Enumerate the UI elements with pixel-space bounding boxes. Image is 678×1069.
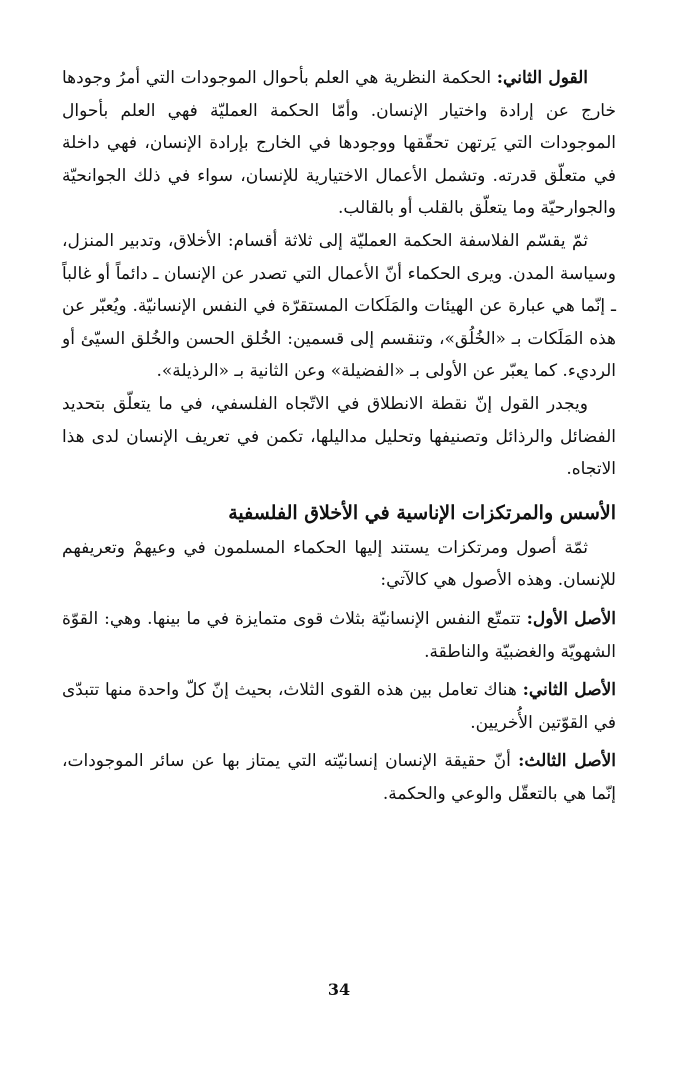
paragraph — [62, 388, 616, 486]
paragraph-text: ثمّة أصول ومرتكزات يستند إليها الحكماء المسلمون في وعيهمْ وتعريفهم للإنسان. وهذه الأصول هي كالآتي: — [62, 537, 616, 591]
page-number: 34 — [327, 980, 351, 999]
principle-paragraph — [62, 603, 616, 668]
paragraph-text: ويجدر القول إنّ نقطة الانطلاق في الاتّجاه الفلسفي، في ما يتعلّق بتحديد الفضائل والرذائل وتصنيفها وتحليل مداليلها، تكمن في تعريف الإنسان لدى هذا الاتجاه. — [62, 393, 616, 480]
page-body — [62, 62, 616, 810]
section-heading: الأسس والمرتكزات الإناسية في الأخلاق الفلسفية — [228, 501, 616, 524]
principle-paragraph — [62, 674, 616, 739]
principle-term: الأصل الأول: — [526, 608, 617, 629]
paragraph-text: ثمّ يقسّم الفلاسفة الحكمة العمليّة إلى ثلاثة أقسام: الأخلاق، وتدبير المنزل، وسياسة المدن. ويرى الحكماء أنّ الأعمال التي تصدر عن الإنسان ـ دائماً أو غالباً ـ إنّما هي عبارة عن الهيئات والمَلَكات المستقرّة في النفس الإنسانيّة. ويُعبّر عن هذه المَلَكات بـ «الخُلُق»، وتنقسم إلى قسمين: الخُلق الحسن والخُلق السيّئ أو الرديء. كما يعبّر عن الأولى بـ «الفضيلة» وعن الثانية بـ «الرذيلة». — [62, 230, 616, 382]
paragraph — [62, 225, 616, 388]
paragraph — [62, 62, 616, 225]
principle-text: أنّ حقيقة الإنسان إنسانيّته التي يمتاز بها عن سائر الموجودات، إنّما هي بالتعقّل والوعي والحكمة. — [62, 751, 616, 804]
principle-paragraph — [62, 745, 616, 810]
principle-term: الأصل الثاني: — [522, 680, 616, 701]
paragraph — [62, 532, 616, 597]
principle-text: هناك تعامل بين هذه القوى الثلاث، بحيث إنّ كلّ واحدة منها تتبدّى في القوّتين الأُخريين. — [62, 680, 616, 733]
paragraph-term: القول الثاني: — [496, 68, 588, 88]
principle-text: تتمتّع النفس الإنسانيّة بثلاث قوى متمايزة في ما بينها. وهي: القوّة الشهويّة والغضبيّة والناطقة. — [62, 608, 616, 662]
principle-term: الأصل الثالث: — [518, 751, 616, 772]
paragraph-text: الحكمة النظرية هي العلم بأحوال الموجودات التي أمرُ وجودها خارج عن إرادة واختيار الإنسان. وأمّا الحكمة العمليّة فهي العلم بأحوال الموجودات التي يَرتهن تحقّقها ووجودها في الخارج بإرادة الإنسان، فهي داخلة في متعلّق قدرته. وتشمل الأعمال الاختيارية للإنسان، سواء في ذلك الجوانحيّة والجوارحيّة وما يتعلّق بالقلب أو بالقالب. — [62, 68, 616, 219]
